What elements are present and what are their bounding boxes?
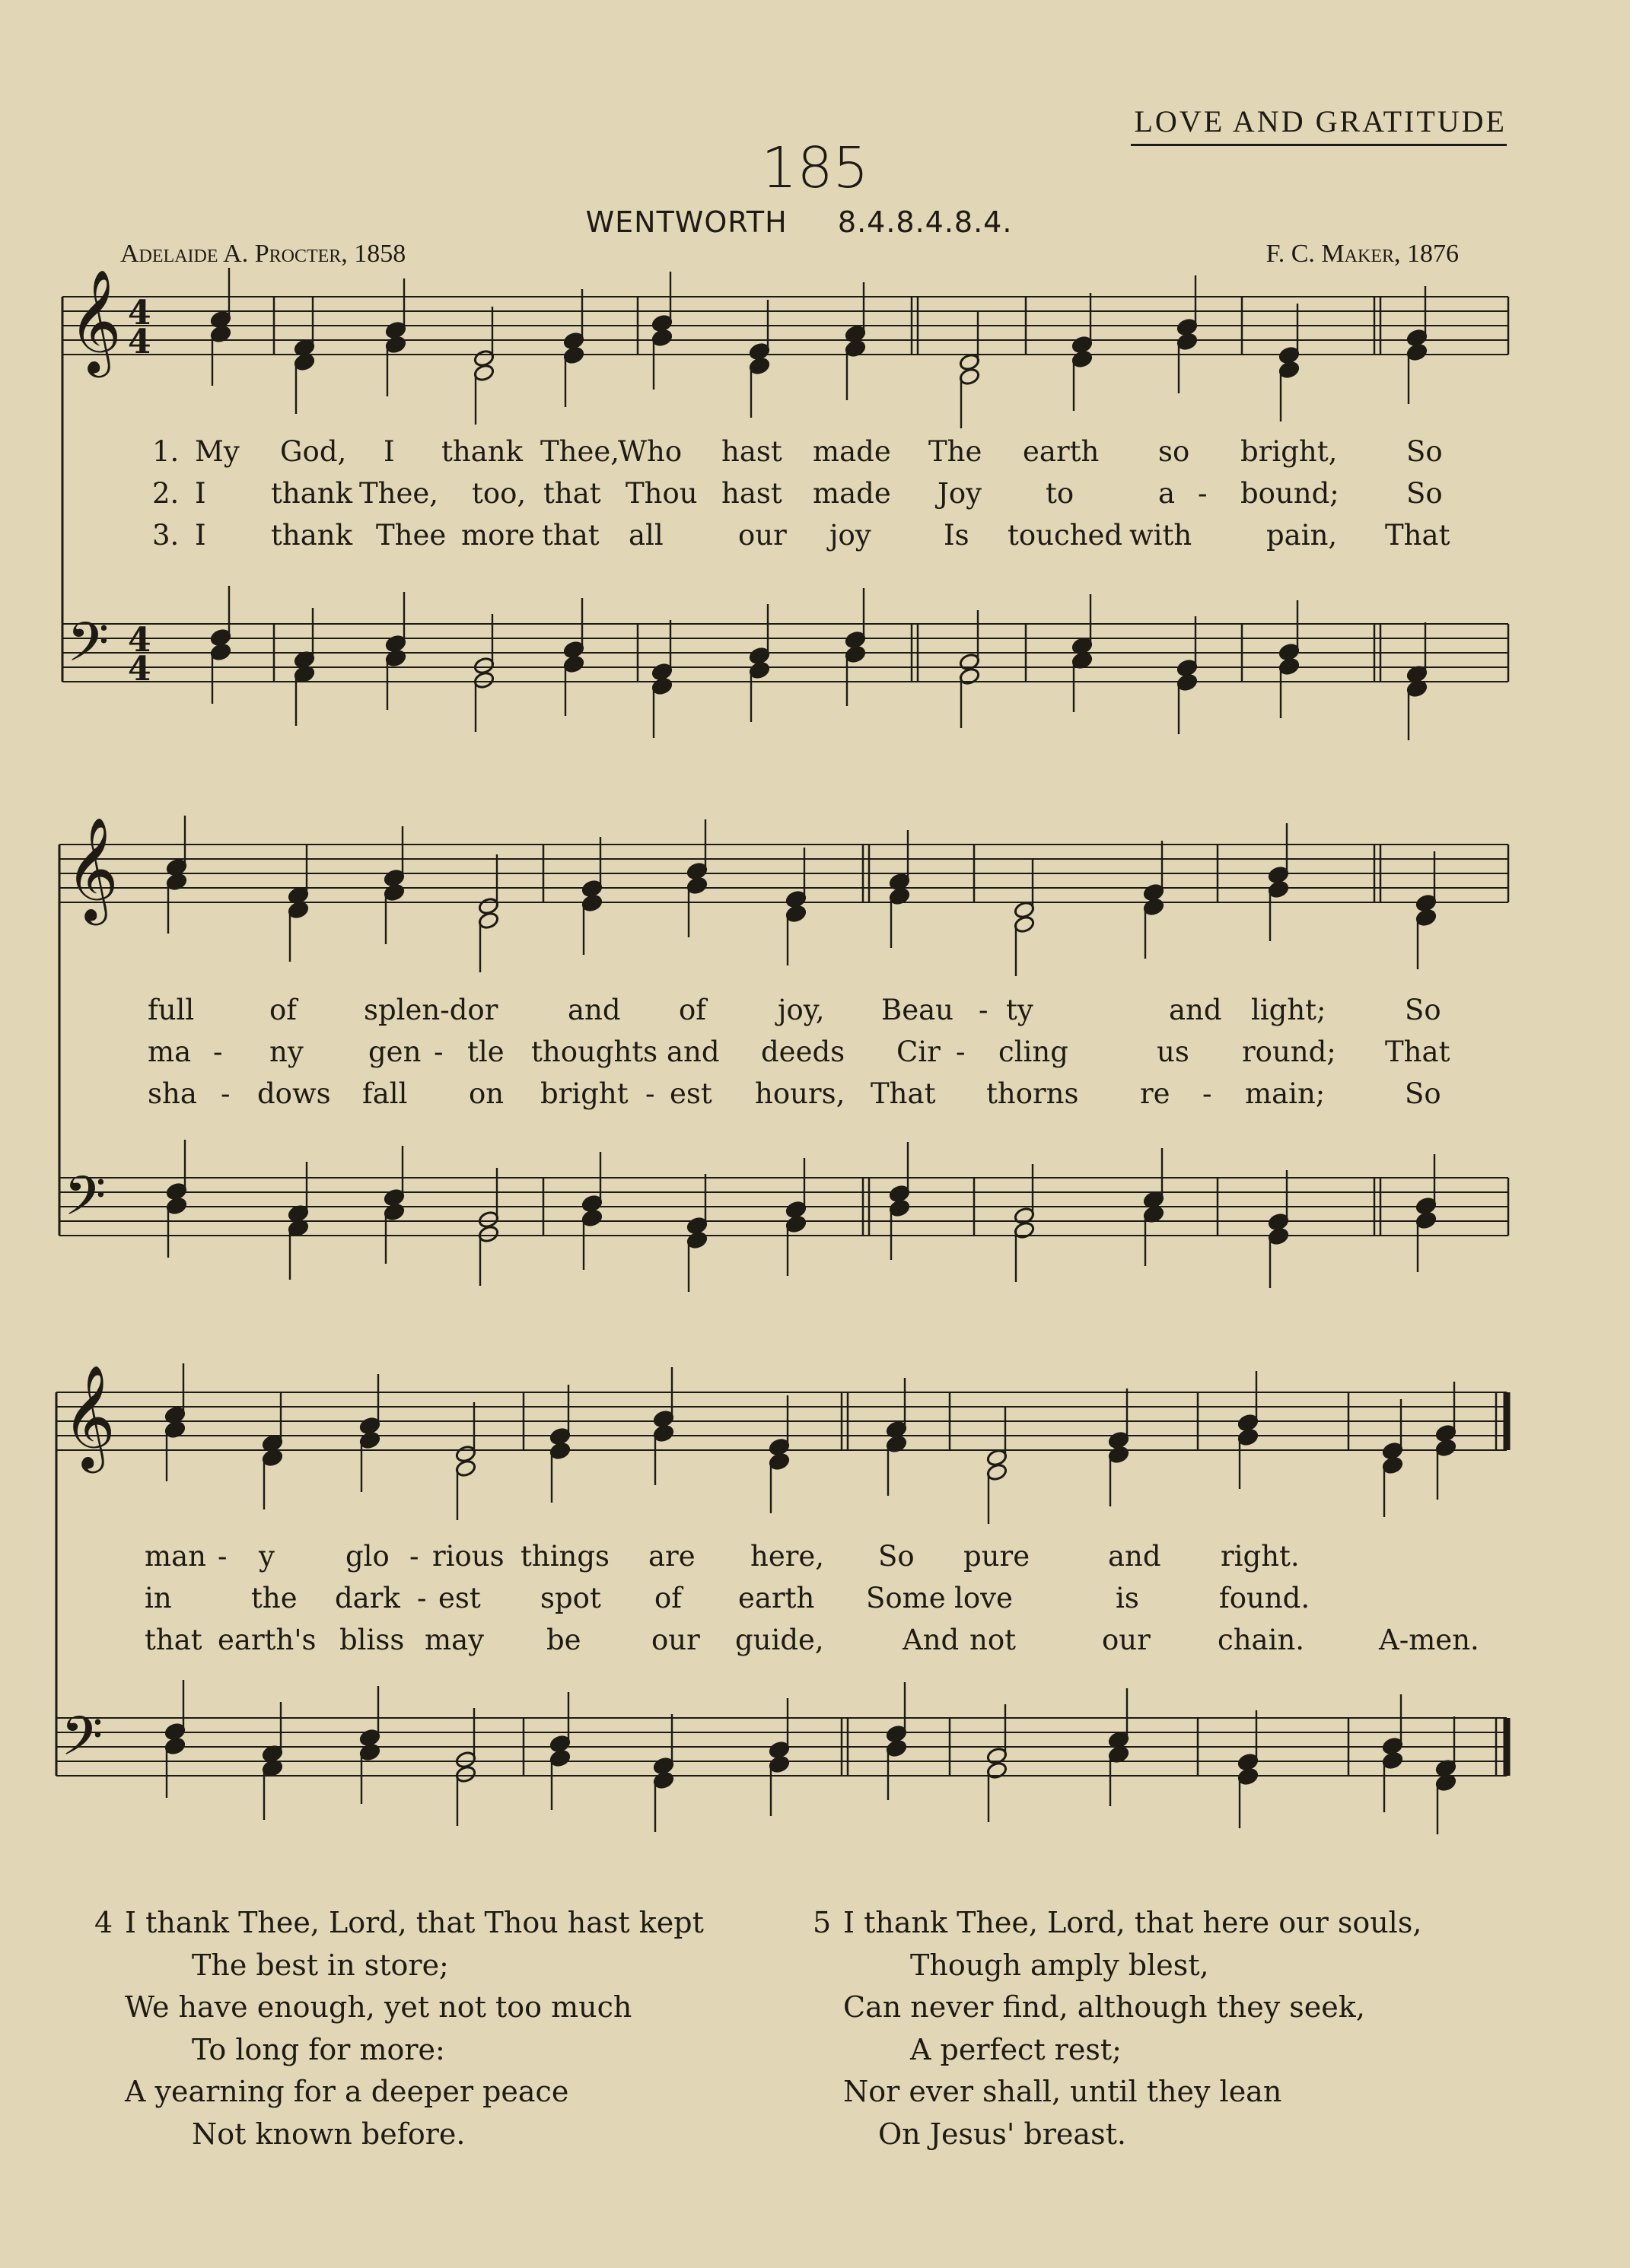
time-signature-bottom: 4 — [128, 650, 151, 689]
lyric: too, — [472, 477, 527, 510]
time-signature-top: 4 — [128, 621, 151, 660]
lyric: dows — [257, 1077, 331, 1110]
lyric: hast — [721, 435, 782, 468]
stanza-number: 4 — [94, 1906, 113, 1939]
lyric: 1. — [152, 435, 180, 468]
lyric: - — [417, 1582, 427, 1614]
lyric: hast — [721, 477, 782, 510]
lyrics-system3-verse1 — [0, 1540, 1630, 1573]
stanza-line: The best in store; — [192, 1948, 449, 1982]
tune-title: WENTWORTH — [585, 205, 788, 239]
lyric: So — [1406, 477, 1443, 510]
lyric: touched — [1008, 519, 1123, 552]
lyric: So — [878, 1540, 915, 1573]
lyric: earth — [738, 1582, 815, 1614]
lyric: bliss — [339, 1624, 405, 1656]
bass-clef: 𝄢 — [67, 611, 110, 687]
lyric: chain. — [1218, 1624, 1305, 1656]
lyric: thank — [271, 519, 353, 552]
lyric: are — [648, 1540, 696, 1573]
lyric: Who — [618, 435, 683, 468]
lyric: - — [979, 994, 989, 1026]
lyric: sha — [148, 1077, 197, 1110]
stanza-4 — [94, 1902, 704, 2155]
lyric: ny — [269, 1035, 304, 1068]
lyrics-system2-verse3 — [0, 1077, 1630, 1111]
lyric: that — [542, 519, 600, 552]
author-credit: Adelaide A. Procter, 1858 — [120, 240, 406, 268]
lyric: our — [651, 1624, 700, 1656]
lyric: ty — [1006, 994, 1033, 1026]
time-signature-top: 4 — [128, 294, 151, 332]
lyric: earth's — [218, 1624, 317, 1656]
lyric: in — [145, 1582, 172, 1614]
lyric: us — [1157, 1035, 1189, 1068]
stanza-line: Not known before. — [192, 2117, 466, 2151]
lyric: - — [213, 1035, 223, 1068]
lyric: spot — [540, 1582, 601, 1614]
bass-clef: 𝄢 — [64, 1165, 107, 1241]
lyric: so — [1158, 435, 1190, 468]
lyric: a — [1158, 477, 1176, 510]
stanza-5 — [813, 1902, 1422, 2155]
lyric: things — [521, 1540, 610, 1573]
lyric: all — [629, 519, 664, 552]
lyrics-system1-verse3 — [0, 519, 1630, 552]
lyric: tle — [467, 1035, 505, 1068]
lyric: and — [1108, 1540, 1161, 1573]
lyric: splen-dor — [364, 994, 498, 1026]
time-signature-bottom: 4 — [128, 323, 151, 361]
lyric: earth — [1023, 435, 1100, 468]
lyric: - — [409, 1540, 419, 1573]
composer-credit: F. C. Maker, 1876 — [1265, 240, 1459, 268]
lyric: 3. — [152, 519, 180, 552]
lyric: main; — [1245, 1077, 1326, 1110]
lyric: thank — [271, 477, 353, 510]
lyric: So — [1405, 994, 1441, 1026]
lyric: - — [434, 1035, 444, 1068]
lyric: on — [469, 1077, 505, 1110]
section-title: LOVE AND GRATITUDE — [1131, 103, 1507, 146]
lyric: love — [954, 1582, 1013, 1614]
lyric: God, — [280, 435, 347, 468]
lyric: bound; — [1240, 477, 1339, 510]
lyric: My — [195, 435, 240, 468]
lyric: est — [438, 1582, 481, 1614]
lyric: right. — [1221, 1540, 1300, 1573]
tune-meter: 8.4.8.4.8.4. — [837, 205, 1013, 239]
bass-clef: 𝄢 — [61, 1705, 103, 1781]
lyric: rious — [432, 1540, 505, 1573]
lyric: made — [813, 435, 891, 468]
lyric: Thou — [626, 477, 698, 510]
lyric: found. — [1219, 1582, 1310, 1614]
stanza-line: A yearning for a deeper peace — [125, 2075, 569, 2108]
lyric: - — [1202, 1077, 1212, 1110]
lyric: re — [1140, 1077, 1170, 1110]
lyric: cling — [998, 1035, 1068, 1068]
lyric: and — [667, 1035, 720, 1068]
lyric: Thee, — [359, 477, 439, 510]
lyric: Thee — [376, 519, 447, 552]
lyric: that — [145, 1624, 202, 1656]
lyric: The — [928, 435, 982, 468]
stanza-line: To long for more: — [192, 2032, 445, 2066]
lyric: Cir — [896, 1035, 941, 1068]
lyrics-system2-verse1 — [0, 994, 1630, 1027]
lyric: and — [1169, 994, 1222, 1026]
lyric: our — [1102, 1624, 1151, 1656]
lyric: is — [1116, 1582, 1139, 1614]
lyric: - — [956, 1035, 966, 1068]
treble-clef: 𝄞 — [65, 816, 119, 921]
lyric: And — [903, 1624, 960, 1656]
lyric: guide, — [735, 1624, 824, 1656]
lyric: with — [1129, 519, 1192, 552]
stanza-line: Can never find, although they seek, — [843, 1990, 1365, 2024]
stanza-line: I thank Thee, Lord, that Thou hast kept — [125, 1906, 704, 1939]
lyric: A-men. — [1379, 1624, 1479, 1656]
lyrics-system3-verse2 — [0, 1582, 1630, 1615]
lyric: I — [384, 435, 395, 468]
lyric: our — [738, 519, 787, 552]
stanza-number: 5 — [813, 1906, 832, 1939]
stanza-line: Nor ever shall, until they lean — [843, 2075, 1282, 2108]
lyric: That — [871, 1077, 936, 1110]
lyric: - — [221, 1077, 231, 1110]
lyric: of — [269, 994, 297, 1026]
lyric: bright — [540, 1077, 629, 1110]
lyric: of — [654, 1582, 682, 1614]
lyric: full — [148, 994, 195, 1026]
lyric: here, — [750, 1540, 825, 1573]
lyric: may — [425, 1624, 485, 1656]
lyric: glo — [345, 1540, 390, 1573]
lyric: That — [1385, 519, 1450, 552]
lyric: thoughts — [531, 1035, 658, 1068]
lyric: ma — [148, 1035, 192, 1068]
lyric: bright, — [1240, 435, 1338, 468]
lyric: and — [568, 994, 621, 1026]
lyric: not — [969, 1624, 1016, 1656]
lyric: more — [461, 519, 535, 552]
lyric: round; — [1242, 1035, 1336, 1068]
lyric: So — [1405, 1077, 1441, 1110]
lyric: to — [1046, 477, 1074, 510]
lyric: Thee, — [540, 435, 620, 468]
lyric: that — [543, 477, 601, 510]
lyric: deeds — [761, 1035, 845, 1068]
stanza-line: Though amply blest, — [910, 1948, 1209, 1982]
lyric: the — [251, 1582, 298, 1614]
lyric: - — [218, 1540, 228, 1573]
lyric: Some — [866, 1582, 946, 1614]
lyric: est — [670, 1077, 712, 1110]
lyric: hours, — [755, 1077, 845, 1110]
lyric: Joy — [938, 477, 982, 510]
lyrics-system1-verse1 — [0, 435, 1630, 469]
stanza-line: I thank Thee, Lord, that here our souls, — [843, 1906, 1422, 1939]
lyrics-system3-verse3 — [0, 1624, 1630, 1657]
lyric: I — [195, 477, 206, 510]
lyric: light; — [1251, 994, 1326, 1026]
lyric: pure — [963, 1540, 1030, 1573]
lyric: of — [679, 994, 706, 1026]
lyric: joy, — [778, 994, 825, 1026]
lyric: pain, — [1266, 519, 1338, 552]
treble-clef: 𝄞 — [68, 268, 122, 373]
lyric: I — [195, 519, 206, 552]
lyric: thorns — [986, 1077, 1079, 1110]
lyric: be — [546, 1624, 581, 1656]
stanza-line: On Jesus' breast. — [878, 2117, 1126, 2151]
lyric: Beau — [881, 994, 953, 1026]
lyric: 2. — [152, 477, 180, 510]
lyric: That — [1385, 1035, 1450, 1068]
hymn-number: 185 — [761, 135, 869, 201]
lyric: So — [1406, 435, 1443, 468]
stanza-line: We have enough, yet not too much — [125, 1990, 632, 2024]
lyric: - — [1198, 477, 1208, 510]
lyric: dark — [335, 1582, 400, 1614]
lyric: thank — [441, 435, 524, 468]
lyrics-system2-verse2 — [0, 1035, 1630, 1069]
lyric: Is — [944, 519, 969, 552]
lyric: y — [259, 1540, 275, 1573]
stanza-line: A perfect rest; — [910, 2032, 1122, 2066]
lyric: made — [813, 477, 891, 510]
lyrics-system1-verse2 — [0, 477, 1630, 511]
lyric: man — [145, 1540, 206, 1573]
lyric: fall — [362, 1077, 408, 1110]
lyric: - — [645, 1077, 655, 1110]
lyric: gen — [368, 1035, 422, 1068]
treble-clef: 𝄞 — [62, 1363, 116, 1468]
lyric: joy — [829, 519, 871, 552]
